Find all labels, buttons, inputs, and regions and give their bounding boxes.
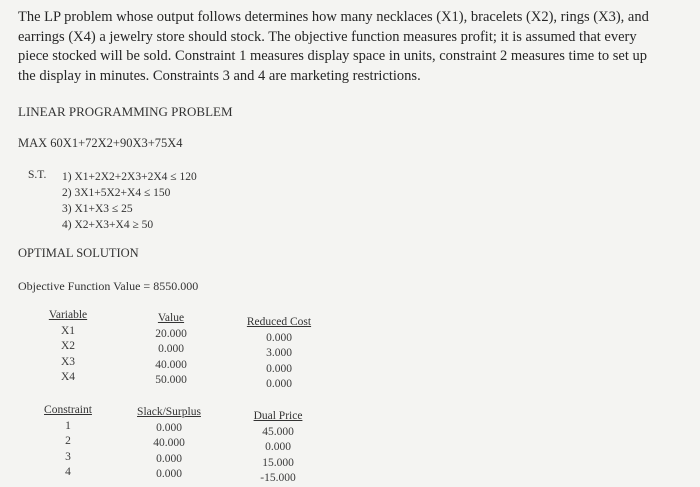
table-cell: 20.000 <box>155 327 187 340</box>
table-cell: 0.000 <box>156 468 182 480</box>
lp-heading: LINEAR PROGRAMMING PROBLEM <box>18 104 233 119</box>
table-cell: 0.000 <box>156 421 182 434</box>
table-cell: 3.000 <box>266 347 292 359</box>
table-cell: -15.000 <box>260 472 296 484</box>
table-cell: X1 <box>60 324 76 337</box>
variable-column <box>40 308 96 386</box>
table-cell: 40.000 <box>153 437 185 449</box>
constraint-list <box>62 169 197 233</box>
st-label: S.T. <box>28 169 47 181</box>
constraint-4: 4) X2+X3+X4 ≥ 50 <box>62 219 154 231</box>
table-cell: 0.000 <box>266 331 292 344</box>
problem-description: The LP problem whose output follows determines how many necklaces (X1), bracelets (X2), rings (X3), and earrings (X4) a jewelry store should stock. The objective function measures profit; it is assumed that every piece stocked will be sold. Constraint 1 measures display space in units, constraint 2 measures time to set up the display in minutes. Constraints 3 and 4 are marketing restrictions. <box>18 9 649 84</box>
slack-surplus-header: Slack/Surplus <box>137 406 201 418</box>
dual-price-header: Dual Price <box>253 410 303 422</box>
table-cell: 0.000 <box>266 378 292 390</box>
table-cell: 0.000 <box>156 452 182 465</box>
table-cell: 45.000 <box>262 425 294 438</box>
reduced-cost-header: Reduced Cost <box>246 316 312 328</box>
constraint-header: Constraint <box>44 404 92 416</box>
table-cell: X3 <box>60 355 76 368</box>
table-cell: 0.000 <box>266 362 292 375</box>
table-cell: 0.000 <box>265 441 291 453</box>
table-cell: 0.000 <box>158 343 184 355</box>
table-cell: 2 <box>65 435 71 447</box>
optimal-solution-heading: OPTIMAL SOLUTION <box>18 246 139 260</box>
slack-surplus-column <box>128 405 210 483</box>
reduced-cost-column <box>236 315 322 393</box>
value-header: Value <box>157 312 185 324</box>
value-column <box>140 311 202 389</box>
variable-header: Variable <box>48 309 88 321</box>
table-cell: 15.000 <box>262 456 294 469</box>
constraint-2: 2) 3X1+5X2+X4 ≤ 150 <box>62 187 171 199</box>
table-cell: 1 <box>65 419 71 432</box>
table-cell: X2 <box>60 340 76 352</box>
dual-price-column <box>242 409 314 487</box>
table-cell: 50.000 <box>155 374 187 386</box>
constraint-column <box>36 403 100 481</box>
table-cell: X4 <box>60 371 76 383</box>
table-cell: 40.000 <box>155 358 187 371</box>
table-cell: 3 <box>65 450 71 463</box>
constraint-3: 3) X1+X3 ≤ 25 <box>62 203 133 215</box>
table-cell: 4 <box>65 466 71 478</box>
constraint-1: 1) X1+2X2+2X3+2X4 ≤ 120 <box>62 171 197 183</box>
objective-function-value: Objective Function Value = 8550.000 <box>18 279 199 293</box>
objective-function: MAX 60X1+72X2+90X3+75X4 <box>18 136 183 150</box>
